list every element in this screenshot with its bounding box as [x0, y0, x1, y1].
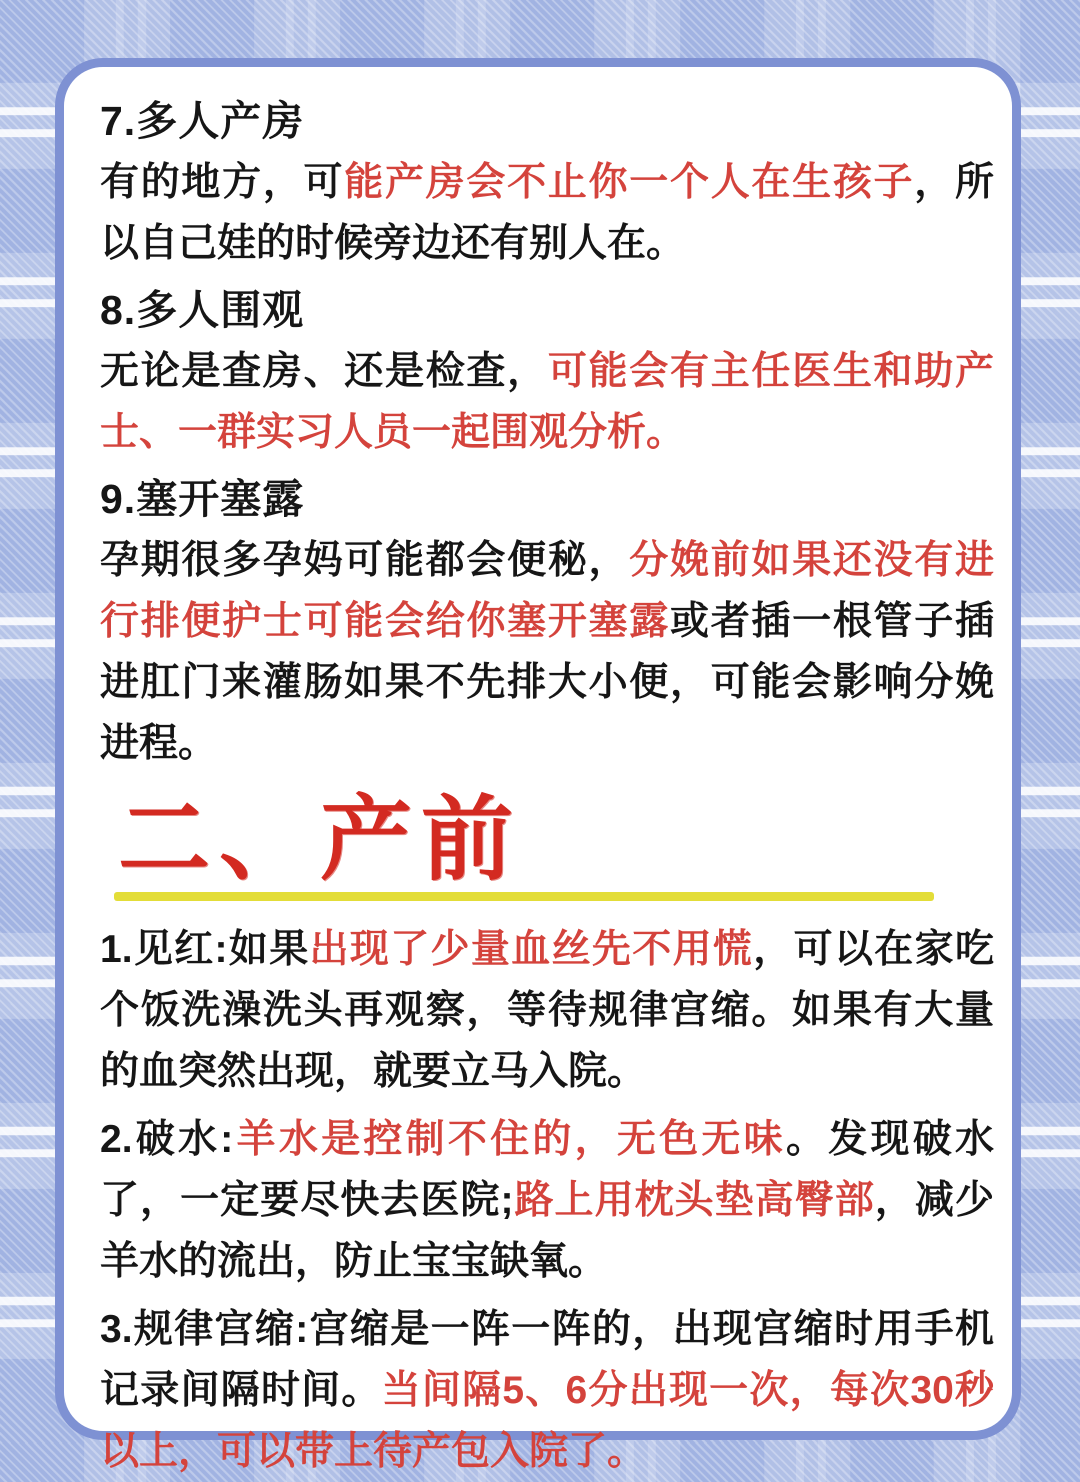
text-run: ，所以自己娃的时候旁边还有别人在。 — [100, 161, 994, 265]
section-heading-8: 8.多人围观 — [100, 287, 305, 333]
text-run: 孕期很多孕妈可能都会便秘， — [100, 539, 630, 582]
list-item-1 — [100, 919, 994, 1102]
list-item-2 — [100, 1109, 994, 1292]
section-divider — [100, 790, 994, 901]
item-label: 1.见红: — [100, 928, 228, 971]
text-run: ，可以在家吃个饭洗澡洗头再观察，等待规律宫缩。如果有大量的血突然出现，就要立马入院。 — [100, 928, 994, 1093]
content-card — [55, 58, 1021, 1473]
text-run: 。发现破水了，一定要尽快去医院; — [100, 1118, 994, 1222]
text-run: 羊水是控制不住的，无色无味 — [233, 1118, 786, 1161]
section-heading-9: 9.塞开塞露 — [100, 476, 305, 522]
text-run: 宫缩是一阵一阵的，出现宫缩时用手机记录间隔时间。 — [100, 1308, 994, 1412]
text-run: 如果 — [227, 928, 310, 971]
text-run: 能产房会不止你一个人在生孩子 — [344, 161, 915, 204]
item-label: 3.规律宫缩: — [100, 1308, 309, 1351]
section-paragraph-8 — [100, 341, 994, 463]
section-paragraph-7 — [100, 152, 994, 274]
text-run: 有的地方，可 — [100, 161, 345, 204]
text-run: 分娩前如果还没有进行排便护士可能会给你塞开塞露 — [100, 539, 994, 643]
text-run: 出现了少量血丝先不用慌 — [309, 928, 754, 971]
section-heading-7: 7.多人产房 — [100, 98, 305, 144]
section-title-prenatal: 二、产前 — [118, 789, 523, 891]
text-run: 无论是查房、还是检查， — [100, 350, 548, 393]
yellow-underline — [114, 892, 934, 901]
list-item-3 — [100, 1299, 994, 1482]
text-run: 当间隔5、6分出现一次，每次30秒以上，可以带上待产包入院了。 — [100, 1369, 994, 1473]
text-run: ，减少羊水的流出，防止宝宝缺氧。 — [100, 1179, 994, 1283]
item-label: 2.破水: — [100, 1118, 234, 1161]
section-paragraph-9 — [100, 530, 994, 774]
text-run: 路上用枕头垫高臀部 — [513, 1179, 875, 1222]
text-run: 或者插一根管子插进肛门来灌肠如果不先排大小便，可能会影响分娩进程。 — [100, 600, 994, 765]
text-run: 可能会有主任医生和助产士、一群实习人员一起围观分析。 — [100, 350, 994, 454]
